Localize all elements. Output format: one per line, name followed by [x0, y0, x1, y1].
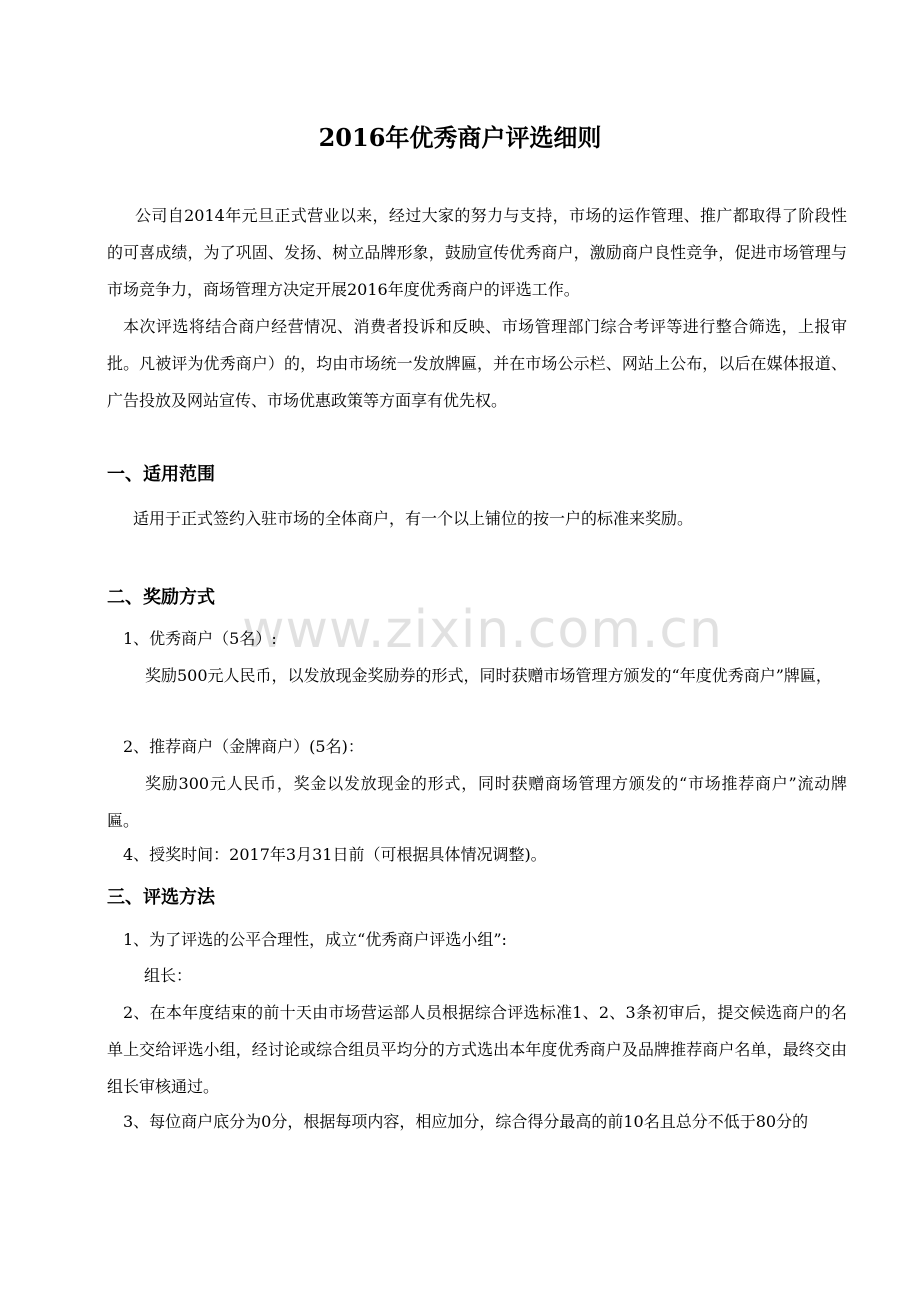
document-title: 2016年优秀商户评选细则 [318, 123, 602, 152]
reward-item-excellent-detail: 奖励500元人民币，以发放现金奖励券的形式，同时获赠市场管理方颁发的“年度优秀商户”牌匾， [145, 666, 832, 685]
scope-text: 适用于正式签约入驻市场的全体商户，有一个以上铺位的按一户的标准来奖励。 [133, 509, 694, 528]
section-heading-scope: 一、适用范围 [107, 464, 215, 485]
reward-item-recommended: 2、推荐商户（金牌商户）(5名)： [123, 737, 364, 756]
committee-leader: 组长： [144, 966, 193, 985]
reward-item-excellent: 1、优秀商户（5名）: [123, 629, 277, 648]
reward-item-recommended-detail: 奖励300元人民币，奖金以发放现金的形式，同时获赠商场管理方颁发的“市场推荐商户”流动牌匾。 [107, 774, 847, 830]
watermark: www.zixin.com.cn [242, 600, 723, 660]
section-heading-rewards: 二、奖励方式 [107, 587, 215, 608]
method-item-committee: 1、为了评选的公平合理性，成立“优秀商户评选小组”: [123, 930, 507, 949]
section-heading-method: 三、评选方法 [107, 887, 215, 908]
intro-paragraph-1: 公司自2014年元旦正式营业以来，经过大家的努力与支持，市场的运作管理、推广都取得了阶段性的可喜成绩，为了巩固、发扬、树立品牌形象，鼓励宣传优秀商户，激励商户良性竞争，促进市场管理与市场竞争力，商场管理方决定开展2016年度优秀商户的评选工作。 [107, 206, 847, 299]
method-item-review: 2、在本年度结束的前十天由市场营运部人员根据综合评选标准1、2、3条初审后，提交候选商户的名单上交给评选小组，经讨论或综合组员平均分的方式选出本年度优秀商户及品牌推荐商户名单，最终交由组长审核通过。 [107, 1003, 847, 1096]
intro-paragraph-2: 本次评选将结合商户经营情况、消费者投诉和反映、市场管理部门综合考评等进行整合筛选，上报审批。凡被评为优秀商户）的，均由市场统一发放牌匾，并在市场公示栏、网站上公布，以后在媒体报道、广告投放及网站宣传、市场优惠政策等方面享有优先权。 [107, 317, 847, 410]
method-item-scoring: 3、每位商户底分为0分，根据每项内容，相应加分，综合得分最高的前10名且总分不低于80分的 [123, 1112, 809, 1131]
award-time: 4、授奖时间：2017年3月31日前（可根据具体情况调整)。 [123, 845, 547, 864]
